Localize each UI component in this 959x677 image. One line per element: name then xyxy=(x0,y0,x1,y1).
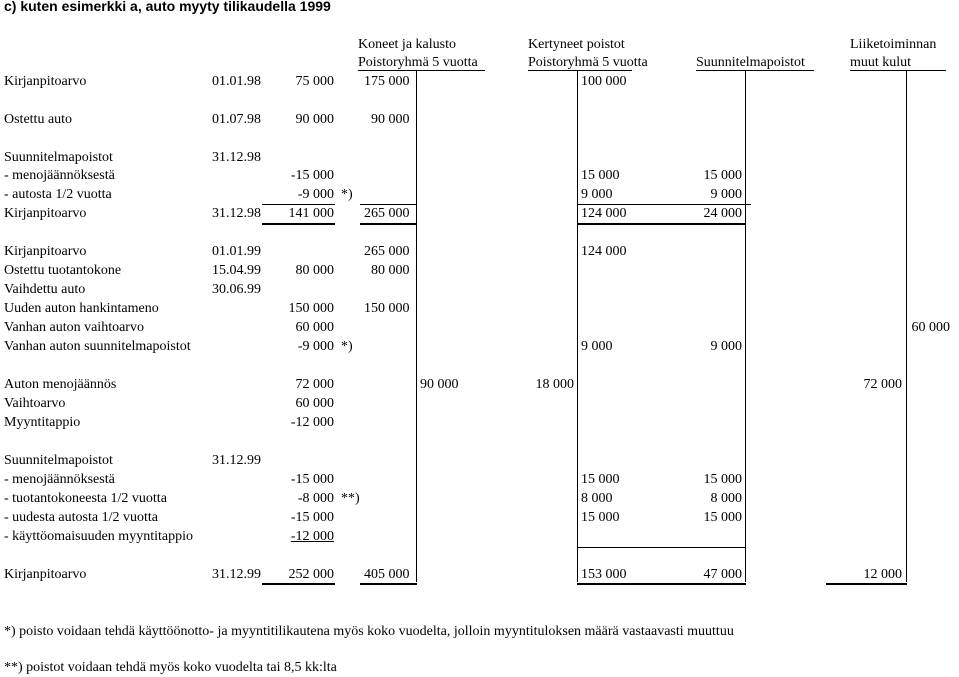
row-kertyneet: 8 000 xyxy=(581,491,613,506)
row-suunnitelma: 15 000 xyxy=(703,510,742,525)
row-amount: 80 000 xyxy=(295,263,334,278)
row-amount: -9 000 xyxy=(297,187,334,202)
row-label: Myyntitappio xyxy=(4,415,81,430)
row-label: Uuden auton hankintameno xyxy=(4,301,159,316)
total-line xyxy=(262,223,335,225)
account-top-koneet xyxy=(358,70,485,71)
row-amount: 252 000 xyxy=(288,567,334,582)
row-kertyneet: 100 000 xyxy=(581,74,627,89)
header-liiketoiminnan-line2: muut kulut xyxy=(850,55,912,70)
row-amount: -8 000 xyxy=(297,491,334,506)
row-muut-kulut: 12 000 xyxy=(863,567,902,582)
row-muut-kulut: 60 000 xyxy=(911,320,950,335)
total-line xyxy=(262,583,335,585)
row-label: Vanhan auton vaihtoarvo xyxy=(4,320,144,335)
row-amount: 75 000 xyxy=(295,74,334,89)
row-label: Suunnitelmapoistot xyxy=(4,150,113,165)
total-line xyxy=(360,223,417,225)
row-kertyneet: 124 000 xyxy=(581,206,627,221)
row-koneet: 265 000 xyxy=(364,244,410,259)
row-label: Vaihtoarvo xyxy=(4,396,66,411)
row-koneet: 175 000 xyxy=(364,74,410,89)
row-amount: -15 000 xyxy=(290,510,334,525)
account-divider-suunnitelma xyxy=(745,71,746,582)
row-label: Ostettu auto xyxy=(4,112,73,127)
row-koneet: 90 000 xyxy=(371,112,410,127)
row-label: Kirjanpitoarvo xyxy=(4,206,87,221)
row-label: Suunnitelmapoistot xyxy=(4,453,113,468)
row-label: Kirjanpitoarvo xyxy=(4,244,87,259)
subtotal-line xyxy=(577,547,746,548)
row-label: - menojäännöksestä xyxy=(4,472,115,487)
row-kertyneet: 153 000 xyxy=(581,567,627,582)
header-koneet-line1: Koneet ja kalusto xyxy=(358,37,456,52)
footnote-1: *) poisto voidaan tehdä käyttöönotto- ja myyntitilikautena myös koko vuodelta, jolloin myyntituloksen määrä vastaavasti muuttuu xyxy=(4,624,734,639)
total-line xyxy=(577,223,746,225)
row-label: - käyttöomaisuuden myyntitappio xyxy=(4,529,193,544)
row-amount: 90 000 xyxy=(295,112,334,127)
row-date: 31.12.98 xyxy=(212,206,261,221)
row-suunnitelma: 15 000 xyxy=(703,168,742,183)
row-date: 31.12.99 xyxy=(212,567,261,582)
row-date: 15.04.99 xyxy=(212,263,261,278)
page-title: c) kuten esimerkki a, auto myyty tilikaudella 1999 xyxy=(4,0,331,14)
header-suunnitelmapoistot: Suunnitelmapoistot xyxy=(696,55,805,70)
row-date: 01.07.98 xyxy=(212,112,261,127)
row-amount: -15 000 xyxy=(290,168,334,183)
total-line xyxy=(360,583,417,585)
row-footnote-marker: *) xyxy=(341,339,353,354)
row-date: 01.01.99 xyxy=(212,244,261,259)
row-amount: 150 000 xyxy=(288,301,334,316)
row-kertyneet: 15 000 xyxy=(581,168,620,183)
row-label: - tuotantokoneesta 1/2 vuotta xyxy=(4,491,167,506)
row-amount: 141 000 xyxy=(288,206,334,221)
row-kertyneet: 15 000 xyxy=(581,472,620,487)
header-koneet-line2: Poistoryhmä 5 vuotta xyxy=(358,55,478,70)
footnote-2: **) poistot voidaan tehdä myös koko vuodelta tai 8,5 kk:lta xyxy=(4,660,337,675)
row-koneet-credit: 90 000 xyxy=(420,377,459,392)
account-top-kertyneet xyxy=(528,70,632,71)
row-label: Kirjanpitoarvo xyxy=(4,567,87,582)
row-kertyneet: 15 000 xyxy=(581,510,620,525)
header-kertyneet-line1: Kertyneet poistot xyxy=(528,37,625,52)
row-suunnitelma: 9 000 xyxy=(710,339,742,354)
row-date: 31.12.99 xyxy=(212,453,261,468)
row-date: 30.06.99 xyxy=(212,282,261,297)
row-suunnitelma: 47 000 xyxy=(703,567,742,582)
row-amount: -15 000 xyxy=(290,472,334,487)
row-suunnitelma: 24 000 xyxy=(703,206,742,221)
row-muut-kulut: 72 000 xyxy=(863,377,902,392)
row-label: Vanhan auton suunnitelmapoistot xyxy=(4,339,191,354)
row-koneet: 405 000 xyxy=(364,567,410,582)
row-label: Ostettu tuotantokone xyxy=(4,263,122,278)
row-kertyneet-debit: 18 000 xyxy=(535,377,574,392)
row-koneet: 265 000 xyxy=(364,206,410,221)
row-amount: -9 000 xyxy=(297,339,334,354)
account-divider-kertyneet xyxy=(577,71,578,582)
row-amount: -12 000 xyxy=(290,529,334,544)
row-label: - uudesta autosta 1/2 vuotta xyxy=(4,510,158,525)
account-top-suunnitelma xyxy=(696,70,814,71)
row-label: - menojäännöksestä xyxy=(4,168,115,183)
row-amount: 72 000 xyxy=(295,377,334,392)
row-label: Auton menojäännös xyxy=(4,377,117,392)
row-date: 01.01.98 xyxy=(212,74,261,89)
account-divider-koneet xyxy=(416,71,417,582)
row-kertyneet: 9 000 xyxy=(581,339,613,354)
row-label: Vaihdettu auto xyxy=(4,282,86,297)
row-amount: 60 000 xyxy=(295,320,334,335)
row-date: 31.12.98 xyxy=(212,150,261,165)
row-suunnitelma: 15 000 xyxy=(703,472,742,487)
row-kertyneet: 124 000 xyxy=(581,244,627,259)
row-kertyneet: 9 000 xyxy=(581,187,613,202)
row-suunnitelma: 8 000 xyxy=(710,491,742,506)
row-koneet: 150 000 xyxy=(364,301,410,316)
row-label: - autosta 1/2 vuotta xyxy=(4,187,112,202)
subtotal-line xyxy=(745,204,751,205)
total-line xyxy=(577,583,746,585)
total-line xyxy=(826,583,907,585)
row-koneet: 80 000 xyxy=(371,263,410,278)
row-suunnitelma: 9 000 xyxy=(710,187,742,202)
row-amount: -12 000 xyxy=(290,415,334,430)
account-top-muut-kulut xyxy=(850,70,946,71)
row-footnote-marker: **) xyxy=(341,491,360,506)
header-kertyneet-line2: Poistoryhmä 5 vuotta xyxy=(528,55,648,70)
row-label: Kirjanpitoarvo xyxy=(4,74,87,89)
row-footnote-marker: *) xyxy=(341,187,353,202)
row-amount: 60 000 xyxy=(295,396,334,411)
header-liiketoiminnan-line1: Liiketoiminnan xyxy=(850,37,937,52)
